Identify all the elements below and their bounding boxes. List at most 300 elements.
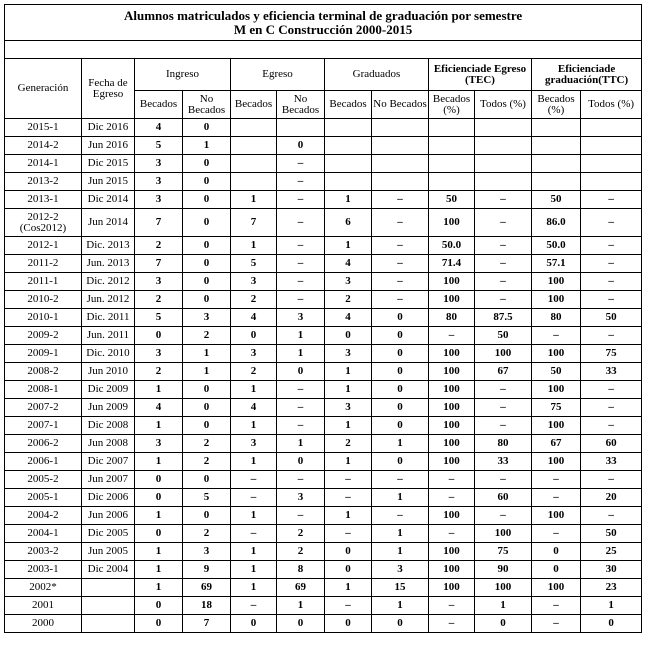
cell-graduados-no-becados: 0 (372, 345, 429, 363)
cell-egreso-no-becados: – (277, 191, 325, 209)
cell-fecha-egreso: Jun 2015 (82, 173, 135, 191)
table-row (5, 191, 642, 209)
cell-ingreso-no-becados: 0 (183, 291, 231, 309)
cell-generacion: 2005-1 (5, 489, 82, 507)
cell-graduados-no-becados (372, 119, 429, 137)
cell-egreso-no-becados: 8 (277, 561, 325, 579)
table-row (5, 363, 642, 381)
cell-graduados-no-becados: – (372, 209, 429, 237)
table-row (5, 471, 642, 489)
cell-ingreso-becados: 7 (135, 209, 183, 237)
cell-graduados-becados: – (325, 525, 372, 543)
cell-egreso-no-becados: 1 (277, 435, 325, 453)
cell-ingreso-becados: 0 (135, 327, 183, 345)
cell-tec-todos: – (475, 237, 532, 255)
cell-ingreso-becados: 0 (135, 471, 183, 489)
header-generacion: Generación (5, 59, 82, 119)
cell-tec-todos: – (475, 255, 532, 273)
cell-generacion: 2013-2 (5, 173, 82, 191)
cell-ingreso-no-becados: 1 (183, 363, 231, 381)
cell-egreso-no-becados: 2 (277, 525, 325, 543)
cell-ingreso-becados: 7 (135, 255, 183, 273)
cell-ttc-todos (581, 173, 642, 191)
cell-egreso-becados: 1 (231, 507, 277, 525)
cell-egreso-becados: 1 (231, 543, 277, 561)
cell-fecha-egreso: Jun 2010 (82, 363, 135, 381)
cell-generacion: 2009-1 (5, 345, 82, 363)
cell-tec-becados: 100 (429, 507, 475, 525)
cell-fecha-egreso: Dic 2007 (82, 453, 135, 471)
cell-fecha-egreso (82, 615, 135, 633)
title-line-2: M en C Construcción 2000-2015 (233, 21, 413, 37)
cell-ttc-becados: 100 (532, 507, 581, 525)
cell-graduados-no-becados: – (372, 273, 429, 291)
cell-generacion: 2002* (5, 579, 82, 597)
cell-generacion: 2011-2 (5, 255, 82, 273)
cell-generacion: 2015-1 (5, 119, 82, 137)
cell-ingreso-becados: 4 (135, 119, 183, 137)
cell-generacion: 2003-1 (5, 561, 82, 579)
table-row (5, 399, 642, 417)
cell-egreso-becados: 1 (231, 381, 277, 399)
cell-ttc-becados (532, 119, 581, 137)
cell-fecha-egreso: Jun 2005 (82, 543, 135, 561)
cell-generacion: 2000 (5, 615, 82, 633)
cell-ttc-todos: – (581, 507, 642, 525)
cell-egreso-becados: 7 (231, 209, 277, 237)
table-row (5, 255, 642, 273)
cell-generacion: 2010-1 (5, 309, 82, 327)
cell-ingreso-becados: 3 (135, 191, 183, 209)
cell-tec-becados: – (429, 327, 475, 345)
cell-graduados-no-becados: 0 (372, 381, 429, 399)
cell-ttc-becados: 0 (532, 561, 581, 579)
table-row (5, 525, 642, 543)
cell-egreso-no-becados: – (277, 237, 325, 255)
cell-fecha-egreso: Dic 2006 (82, 489, 135, 507)
cell-egreso-becados: 0 (231, 327, 277, 345)
table-row (5, 309, 642, 327)
cell-tec-becados: 50.0 (429, 237, 475, 255)
cell-tec-becados: – (429, 525, 475, 543)
cell-generacion: 2006-2 (5, 435, 82, 453)
cell-fecha-egreso: Jun 2014 (82, 209, 135, 237)
cell-graduados-becados: – (325, 597, 372, 615)
cell-generacion: 2011-1 (5, 273, 82, 291)
cell-tec-todos (475, 119, 532, 137)
cell-tec-todos: 100 (475, 345, 532, 363)
cell-graduados-no-becados: 1 (372, 435, 429, 453)
cell-graduados-no-becados (372, 155, 429, 173)
table-row (5, 291, 642, 309)
cell-ttc-todos: 33 (581, 363, 642, 381)
cell-graduados-no-becados: – (372, 191, 429, 209)
cell-egreso-becados: 0 (231, 615, 277, 633)
cell-tec-becados: 80 (429, 309, 475, 327)
cell-generacion: 2005-2 (5, 471, 82, 489)
header-ingreso: Ingreso (135, 59, 231, 91)
cell-graduados-no-becados: 0 (372, 363, 429, 381)
cell-graduados-becados: 1 (325, 417, 372, 435)
cell-ingreso-no-becados: 1 (183, 137, 231, 155)
cell-graduados-no-becados: 1 (372, 489, 429, 507)
cell-tec-todos: – (475, 399, 532, 417)
cell-ttc-todos: 20 (581, 489, 642, 507)
cell-generacion: 2008-1 (5, 381, 82, 399)
cell-tec-todos: 80 (475, 435, 532, 453)
cell-graduados-becados: 3 (325, 345, 372, 363)
cell-tec-becados: – (429, 615, 475, 633)
header-graduados: Graduados (325, 59, 429, 91)
cell-fecha-egreso: Jun 2007 (82, 471, 135, 489)
cell-tec-becados (429, 137, 475, 155)
cell-graduados-becados: 3 (325, 273, 372, 291)
cell-tec-todos: – (475, 471, 532, 489)
table-row (5, 173, 642, 191)
cell-tec-todos: 100 (475, 525, 532, 543)
cell-ingreso-no-becados: 0 (183, 417, 231, 435)
cell-tec-becados: 100 (429, 579, 475, 597)
cell-fecha-egreso: Dic. 2011 (82, 309, 135, 327)
cell-generacion: 2007-2 (5, 399, 82, 417)
cell-egreso-becados: 3 (231, 435, 277, 453)
cell-ttc-todos: 30 (581, 561, 642, 579)
cell-generacion: 2009-2 (5, 327, 82, 345)
cell-ttc-becados: 100 (532, 273, 581, 291)
cell-tec-becados: 50 (429, 191, 475, 209)
subheader-todos-pct: Todos (%) (475, 91, 532, 119)
cell-ttc-becados: 100 (532, 579, 581, 597)
cell-ingreso-becados: 2 (135, 237, 183, 255)
table-row (5, 273, 642, 291)
cell-ttc-todos: 23 (581, 579, 642, 597)
cell-ingreso-becados: 3 (135, 155, 183, 173)
table-row (5, 453, 642, 471)
cell-egreso-no-becados: 3 (277, 489, 325, 507)
cell-graduados-no-becados: – (372, 291, 429, 309)
cell-ttc-becados: 50 (532, 191, 581, 209)
subheader-no-becados: No Becados (372, 91, 429, 119)
cell-fecha-egreso: Dic 2008 (82, 417, 135, 435)
cell-fecha-egreso: Dic 2014 (82, 191, 135, 209)
cell-ttc-todos: – (581, 399, 642, 417)
cell-graduados-no-becados: 1 (372, 525, 429, 543)
cell-egreso-becados: 3 (231, 345, 277, 363)
cell-fecha-egreso: Jun 2008 (82, 435, 135, 453)
cell-tec-becados (429, 155, 475, 173)
cell-egreso-becados: 3 (231, 273, 277, 291)
cell-egreso-no-becados: – (277, 417, 325, 435)
table-row (5, 381, 642, 399)
cell-generacion: 2003-2 (5, 543, 82, 561)
cell-graduados-becados: 4 (325, 309, 372, 327)
cell-generacion: 2013-1 (5, 191, 82, 209)
cell-ttc-becados: 50.0 (532, 237, 581, 255)
cell-ingreso-no-becados: 0 (183, 255, 231, 273)
cell-graduados-becados (325, 173, 372, 191)
cell-egreso-no-becados: 0 (277, 363, 325, 381)
cell-ttc-becados (532, 173, 581, 191)
cell-fecha-egreso: Jun. 2012 (82, 291, 135, 309)
cell-ttc-todos: 50 (581, 525, 642, 543)
subheader-becados: Becados (135, 91, 183, 119)
cell-ttc-becados: 67 (532, 435, 581, 453)
cell-ingreso-no-becados: 0 (183, 507, 231, 525)
cell-ingreso-no-becados: 0 (183, 209, 231, 237)
cell-ingreso-becados: 1 (135, 579, 183, 597)
cell-tec-todos: – (475, 381, 532, 399)
cell-tec-becados: – (429, 471, 475, 489)
cell-graduados-no-becados: 0 (372, 453, 429, 471)
cell-ttc-becados: – (532, 525, 581, 543)
cell-fecha-egreso: Dic 2004 (82, 561, 135, 579)
cell-ingreso-no-becados: 1 (183, 345, 231, 363)
cell-egreso-becados: – (231, 597, 277, 615)
cell-ingreso-no-becados: 2 (183, 435, 231, 453)
cell-ingreso-becados: 5 (135, 137, 183, 155)
cell-egreso-becados (231, 155, 277, 173)
cell-fecha-egreso: Jun 2009 (82, 399, 135, 417)
cell-egreso-no-becados: – (277, 209, 325, 237)
cell-egreso-becados: 5 (231, 255, 277, 273)
header-fecha-egreso: Fecha de Egreso (82, 59, 135, 119)
cell-ttc-todos (581, 155, 642, 173)
cell-ingreso-no-becados: 2 (183, 327, 231, 345)
cell-ingreso-no-becados: 5 (183, 489, 231, 507)
table-row (5, 327, 642, 345)
cell-fecha-egreso: Dic. 2012 (82, 273, 135, 291)
cell-fecha-egreso: Jun 2016 (82, 137, 135, 155)
cell-egreso-no-becados: 1 (277, 327, 325, 345)
cell-graduados-no-becados: 1 (372, 597, 429, 615)
cell-ingreso-becados: 4 (135, 399, 183, 417)
blank-row (5, 41, 642, 59)
subheader-no-becados: No Becados (277, 91, 325, 119)
cell-ttc-becados: – (532, 489, 581, 507)
cell-ttc-todos: 33 (581, 453, 642, 471)
cell-tec-todos: 75 (475, 543, 532, 561)
cell-egreso-becados: 1 (231, 579, 277, 597)
title-line-1: Alumnos matriculados y eficiencia terminal de graduación por semestre (124, 7, 523, 23)
cell-ttc-todos: 50 (581, 309, 642, 327)
cell-tec-todos: 0 (475, 615, 532, 633)
cell-ingreso-no-becados: 69 (183, 579, 231, 597)
cell-egreso-no-becados: 0 (277, 453, 325, 471)
cell-ttc-becados: – (532, 471, 581, 489)
cell-egreso-becados: 1 (231, 453, 277, 471)
cell-ingreso-becados: 3 (135, 173, 183, 191)
cell-egreso-becados (231, 173, 277, 191)
cell-egreso-becados: – (231, 525, 277, 543)
cell-ingreso-becados: 0 (135, 615, 183, 633)
cell-tec-todos: – (475, 417, 532, 435)
cell-graduados-becados: 1 (325, 363, 372, 381)
cell-fecha-egreso: Dic 2005 (82, 525, 135, 543)
cell-ingreso-becados: 1 (135, 453, 183, 471)
table-row (5, 237, 642, 255)
cell-ttc-becados: 100 (532, 381, 581, 399)
cell-graduados-becados: 1 (325, 507, 372, 525)
cell-fecha-egreso: Dic. 2010 (82, 345, 135, 363)
cell-graduados-no-becados: 1 (372, 543, 429, 561)
cell-graduados-becados: 6 (325, 209, 372, 237)
cell-tec-todos: – (475, 291, 532, 309)
cell-graduados-becados: 0 (325, 615, 372, 633)
cell-generacion: 2014-1 (5, 155, 82, 173)
cell-ingreso-no-becados: 3 (183, 309, 231, 327)
table-row (5, 543, 642, 561)
cell-ttc-becados (532, 155, 581, 173)
cell-ttc-becados: 50 (532, 363, 581, 381)
cell-ttc-becados: 100 (532, 453, 581, 471)
cell-graduados-no-becados: 0 (372, 309, 429, 327)
cell-graduados-becados: 3 (325, 399, 372, 417)
table-body (5, 119, 642, 633)
cell-generacion: 2004-2 (5, 507, 82, 525)
cell-graduados-becados: 1 (325, 453, 372, 471)
cell-tec-becados: 100 (429, 209, 475, 237)
cell-ttc-todos: 25 (581, 543, 642, 561)
cell-ttc-todos: – (581, 417, 642, 435)
cell-egreso-no-becados: – (277, 381, 325, 399)
cell-ingreso-no-becados: 18 (183, 597, 231, 615)
cell-ingreso-becados: 3 (135, 435, 183, 453)
cell-graduados-becados: 4 (325, 255, 372, 273)
table-title (5, 5, 642, 41)
cell-graduados-no-becados: 0 (372, 417, 429, 435)
table-row (5, 489, 642, 507)
cell-ingreso-becados: 0 (135, 489, 183, 507)
cell-graduados-becados: 1 (325, 237, 372, 255)
cell-ttc-todos: – (581, 273, 642, 291)
cell-graduados-no-becados: 15 (372, 579, 429, 597)
cell-ingreso-no-becados: 0 (183, 173, 231, 191)
cell-egreso-no-becados: 1 (277, 345, 325, 363)
header-eficiencia-graduacion: Eficienciade graduación(TTC) (532, 59, 642, 91)
cell-generacion: 2001 (5, 597, 82, 615)
cell-egreso-no-becados: – (277, 291, 325, 309)
cell-egreso-becados: – (231, 471, 277, 489)
cell-egreso-no-becados: – (277, 173, 325, 191)
cell-ttc-todos: – (581, 209, 642, 237)
cell-egreso-no-becados: 69 (277, 579, 325, 597)
cell-generacion: 2010-2 (5, 291, 82, 309)
cell-fecha-egreso: Jun. 2011 (82, 327, 135, 345)
cell-fecha-egreso: Dic 2009 (82, 381, 135, 399)
table-row (5, 209, 642, 237)
cell-egreso-becados (231, 137, 277, 155)
cell-ingreso-no-becados: 0 (183, 191, 231, 209)
cell-tec-becados: 71.4 (429, 255, 475, 273)
cell-graduados-no-becados (372, 137, 429, 155)
cell-egreso-becados: 4 (231, 309, 277, 327)
cell-graduados-becados: 1 (325, 191, 372, 209)
cell-tec-becados: 100 (429, 543, 475, 561)
cell-ingreso-no-becados: 7 (183, 615, 231, 633)
cell-tec-becados: 100 (429, 453, 475, 471)
cell-tec-todos (475, 173, 532, 191)
cell-graduados-no-becados: – (372, 471, 429, 489)
cell-egreso-no-becados: 0 (277, 137, 325, 155)
cell-graduados-no-becados: – (372, 237, 429, 255)
cell-graduados-no-becados: – (372, 255, 429, 273)
cell-ttc-becados: – (532, 597, 581, 615)
cell-tec-todos: 1 (475, 597, 532, 615)
cell-generacion: 2004-1 (5, 525, 82, 543)
table-row (5, 435, 642, 453)
cell-ingreso-no-becados: 9 (183, 561, 231, 579)
table-row (5, 615, 642, 633)
cell-ingreso-becados: 2 (135, 291, 183, 309)
enrollment-table (4, 4, 642, 633)
cell-graduados-becados: 0 (325, 327, 372, 345)
cell-ttc-todos: – (581, 291, 642, 309)
cell-ingreso-no-becados: 3 (183, 543, 231, 561)
cell-graduados-becados: 0 (325, 561, 372, 579)
cell-tec-becados (429, 119, 475, 137)
cell-ttc-becados: 0 (532, 543, 581, 561)
cell-graduados-becados (325, 119, 372, 137)
cell-ttc-todos: – (581, 471, 642, 489)
cell-ttc-todos: – (581, 191, 642, 209)
cell-generacion: 2006-1 (5, 453, 82, 471)
cell-ingreso-becados: 0 (135, 597, 183, 615)
table-row (5, 155, 642, 173)
cell-ingreso-no-becados: 0 (183, 399, 231, 417)
cell-tec-becados: 100 (429, 345, 475, 363)
cell-ingreso-no-becados: 0 (183, 237, 231, 255)
cell-ingreso-becados: 1 (135, 381, 183, 399)
cell-egreso-becados: 2 (231, 291, 277, 309)
cell-egreso-no-becados: 2 (277, 543, 325, 561)
cell-ingreso-no-becados: 0 (183, 119, 231, 137)
cell-tec-todos (475, 137, 532, 155)
cell-ingreso-no-becados: 2 (183, 525, 231, 543)
cell-tec-becados: 100 (429, 363, 475, 381)
cell-egreso-no-becados: – (277, 155, 325, 173)
table-row (5, 561, 642, 579)
cell-ingreso-no-becados: 0 (183, 471, 231, 489)
cell-tec-todos: – (475, 507, 532, 525)
cell-egreso-no-becados: – (277, 507, 325, 525)
cell-fecha-egreso: Jun 2006 (82, 507, 135, 525)
cell-ingreso-becados: 0 (135, 525, 183, 543)
cell-tec-todos: 87.5 (475, 309, 532, 327)
cell-ingreso-no-becados: 2 (183, 453, 231, 471)
cell-graduados-no-becados: 3 (372, 561, 429, 579)
cell-ttc-todos (581, 137, 642, 155)
subheader-becados-pct: Becados (%) (429, 91, 475, 119)
cell-ingreso-no-becados: 0 (183, 273, 231, 291)
cell-ingreso-becados: 2 (135, 363, 183, 381)
cell-generacion: 2014-2 (5, 137, 82, 155)
cell-egreso-no-becados: 1 (277, 597, 325, 615)
cell-tec-todos: – (475, 191, 532, 209)
cell-fecha-egreso (82, 597, 135, 615)
cell-egreso-becados: 1 (231, 561, 277, 579)
cell-egreso-no-becados (277, 119, 325, 137)
cell-tec-becados: – (429, 489, 475, 507)
cell-fecha-egreso: Jun. 2013 (82, 255, 135, 273)
subheader-becados: Becados (231, 91, 277, 119)
cell-tec-todos (475, 155, 532, 173)
cell-tec-becados: 100 (429, 399, 475, 417)
cell-tec-todos: 33 (475, 453, 532, 471)
cell-ingreso-no-becados: 0 (183, 155, 231, 173)
cell-graduados-becados (325, 137, 372, 155)
cell-ttc-becados: 75 (532, 399, 581, 417)
cell-fecha-egreso: Dic 2016 (82, 119, 135, 137)
